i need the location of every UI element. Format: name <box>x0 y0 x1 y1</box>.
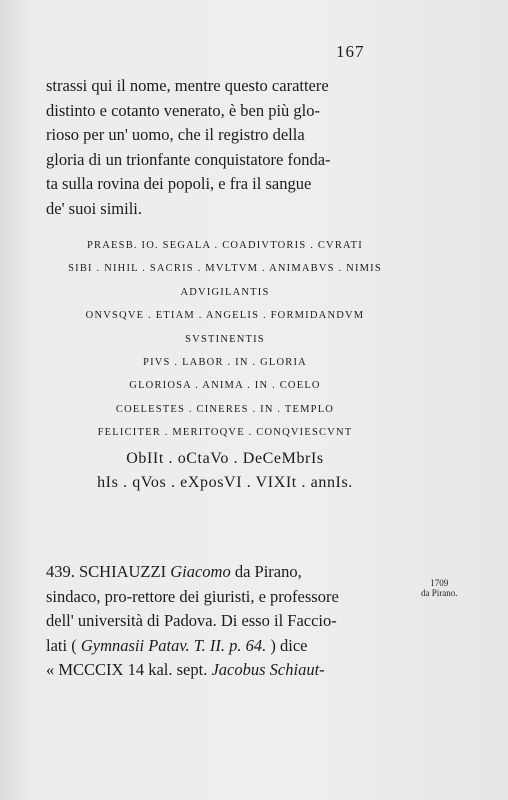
inscription-line: ONVSQVE . ETIAM . ANGELIS . FORMIDANDVM <box>85 310 365 322</box>
latin-inscription <box>40 234 410 495</box>
page-number: 167 <box>336 42 365 61</box>
inscription-line: GLORIOSA . ANIMA . IN . COELO <box>129 380 321 392</box>
prose-paragraph <box>46 74 404 222</box>
text-line: rioso per un' uomo, che il registro della <box>46 125 305 145</box>
entry-line: sindaco, pro-rettore dei giuristi, e professore <box>46 586 339 606</box>
entry-439 <box>46 560 404 683</box>
margin-note-place: da Pirano. <box>421 588 458 598</box>
inscription-line: PRAESB. IO. SEGALA . COADIVTORIS . CVRATI <box>87 240 363 251</box>
inscription-line: COELESTES . CINERES . IN . TEMPLO <box>115 403 335 415</box>
inscription-line: ADVIGILANTIS <box>180 286 270 298</box>
inscription-line: FELICITER . MERITOQVE . CONQVIESCVNT <box>97 427 353 439</box>
inscription-line: PIVS . LABOR . IN . GLORIA <box>143 356 307 368</box>
text-line: gloria di un trionfante conquistatore fonda- <box>46 149 331 169</box>
text-line: distinto e cotanto venerato, è ben più glo- <box>46 100 321 120</box>
text-line: strassi qui il nome, mentre questo carattere <box>46 76 329 95</box>
entry-line: 439. SCHIAUZZI Giacomo da Pirano, <box>46 562 302 581</box>
text-line: ta sulla rovina dei popoli, e fra il sangue <box>46 174 312 194</box>
inscription-line: SVSTINENTIS <box>185 333 265 345</box>
margin-note-year: 1709 <box>430 578 449 588</box>
entry-line: dell' università di Padova. Di esso il Faccio- <box>46 611 337 631</box>
inscription-date-line: hIs . qVos . eXposVI . VIXIt . annIs. <box>97 473 353 491</box>
margin-note <box>421 578 458 598</box>
inscription-line: SIBI . NIHIL . SACRIS . MVLTVM . ANIMABVS . NIMIS <box>68 263 382 275</box>
entry-line: lati ( Gymnasii Patav. T. II. p. 64. ) dice <box>46 635 308 655</box>
text-line: de' suoi simili. <box>46 198 143 218</box>
inscription-date-line: ObIIt . oCtaVo . DeCeMbrIs <box>126 449 324 467</box>
entry-line: « MCCCIX 14 kal. sept. Jacobus Schiaut- <box>46 660 325 680</box>
